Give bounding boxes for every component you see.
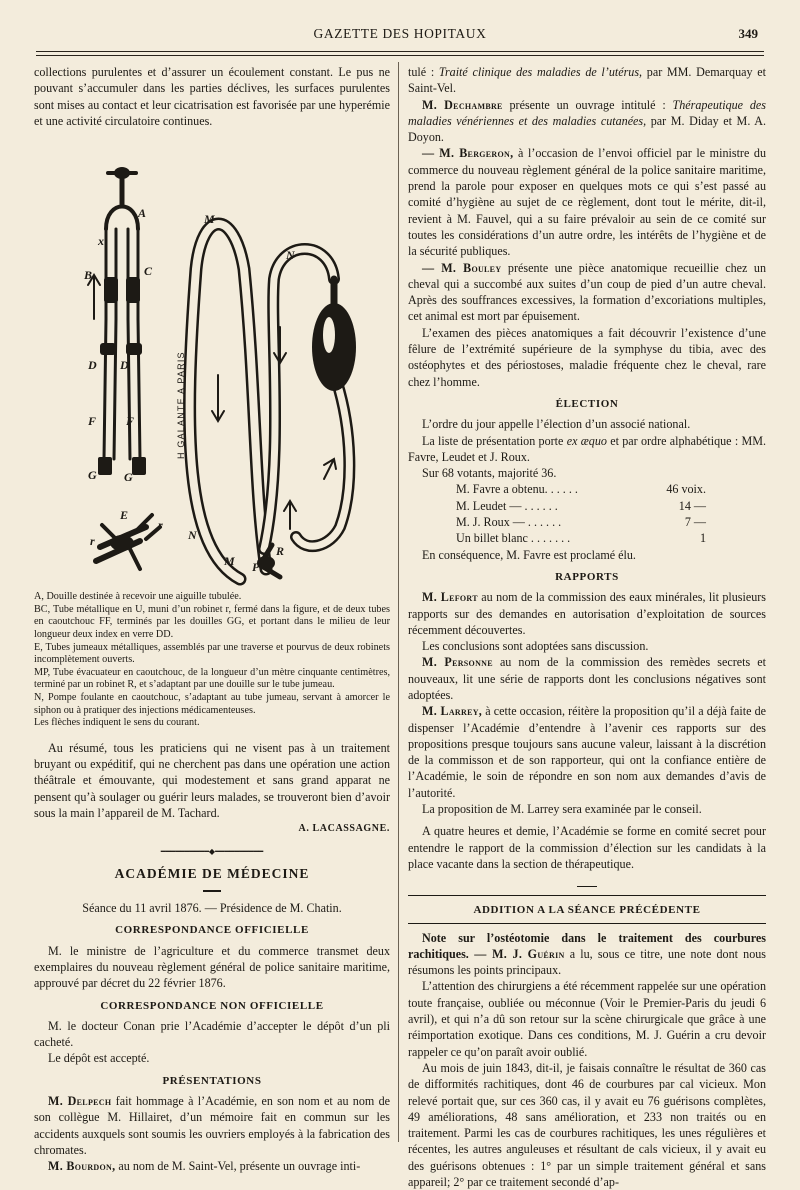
presentations-heading: PRÉSENTATIONS — [162, 1074, 262, 1087]
label-f-right: F — [126, 414, 135, 429]
dechambre-tail: par M. Diday et M. A. Doyon. — [408, 113, 767, 145]
vote-row — [408, 514, 766, 530]
page-header — [36, 24, 764, 46]
personne-paragraph — [408, 654, 766, 703]
journal-title: GAZETTE DES HOPITAUX — [313, 26, 487, 41]
vote-count: 1 — [699, 531, 706, 546]
election-agenda: L’ordre du jour appelle l’élection d’un associé national. — [422, 417, 691, 432]
bourdon-name: M. Bourdon, — [48, 1159, 116, 1174]
session-line: Séance du 11 avril 1876. — Présidence de M. Chatin. — [82, 901, 342, 916]
deposit-accepted: Le dépôt est accepté. — [48, 1051, 150, 1066]
dechambre-lead: présente un ouvrage intitulé : — [502, 97, 673, 112]
legend-arrows: Les flèches indiquent le sens du courant. — [34, 717, 200, 729]
larrey-text: à cette occasion, réitère la proposition qu’il a déjà faite de dispenser l’Académie d’entendre à l’avenir ces rapports sur des propositions presque toujours sans aucune valeur, laissant à la discrétion de la commisson et de son rapporteur, qui ont la confiance entière de l’Académie, le soin de répondre en son nom aux demandes d’avis de l’autorité. — [408, 704, 767, 800]
bouley-text: présente une pièce anatomique recueillie chez un cheval qui a succombé aux suites d’un coup de pied d’un autre cheval. Après des souffrances excessives, la formation d’excoriations multiples, cet animal est mort par épuisement. — [408, 260, 766, 324]
vote-row — [408, 530, 766, 546]
votants-line: Sur 68 votants, majorité 36. — [422, 466, 557, 481]
uterus-book-title: Traité clinique des maladies de l’utérus, — [438, 65, 643, 79]
bouley-name: — M. Bouley — [422, 260, 502, 275]
bergeron-text: à l’occasion de l’envoi officiel par le ministre du commerce du nouveau règlement général de la police sanitaire maritime, prend la parole pour exposer en quelques mots ce qui s’est passé au comité d’hygiène au sujet de ce règlement, dont tout le mérite, dit-il, revient à M. Fauvel, qui a su faire prévaloir au sein de ce comité sur toutes les considérations d’un autre ordre, les intérêts de l’hygiène et de la sécurité publiques. — [408, 146, 766, 259]
header-rule-top — [36, 51, 764, 52]
maker-stamp: H GALANTE A PARIS — [176, 351, 186, 460]
vote-row — [408, 498, 766, 514]
label-p: P — [252, 560, 260, 575]
delpech-name: M. Delpech — [48, 1094, 112, 1109]
guerin-name: — M. J. Guérin — [468, 946, 565, 961]
legend-n: N, Pompe foulante en caoutchouc, s’adaptant au tube jumeau, servant à amorcer le siphon ou à pratiquer des injections médicamenteuses. — [34, 691, 390, 716]
vote-count: 46 voix. — [666, 482, 706, 497]
vote-results — [408, 481, 766, 546]
vote-count: 14 — — [678, 498, 706, 513]
full-rule-2 — [408, 923, 766, 924]
label-g-right: G — [124, 470, 133, 485]
lefort-paragraph — [408, 589, 766, 638]
saint-vel-paragraph — [408, 64, 766, 97]
bourdon-paragraph — [34, 1158, 390, 1174]
unofficial-correspondence-heading: CORRESPONDANCE NON OFFICIELLE — [100, 999, 324, 1012]
label-g-left: G — [88, 468, 97, 483]
label-m-top: M — [204, 212, 215, 227]
pump-bulb — [312, 303, 356, 391]
bergeron-paragraph — [408, 145, 766, 259]
reports-heading: RAPPORTS — [555, 570, 619, 583]
p1-tail: par MM. Demarquay et Saint-Vel. — [408, 65, 766, 96]
election-list — [408, 433, 766, 466]
vote-count: 7 — — [684, 515, 706, 530]
label-r-left: r — [90, 534, 95, 549]
label-b: B — [84, 268, 93, 283]
larrey-proposal-note: La proposition de M. Larrey sera examinée par le conseil. — [422, 802, 702, 817]
short-rule — [577, 886, 597, 887]
conclusion-paragraph: Au résumé, tous les praticiens qui ne visent pas à un traitement bruyant ou expéditif, qui ne cherchent pas dans une opération une action théâtrale et émouvante, qui modestement et sans grand apparat ne pensent qu’à soulager ou guérir leurs malades, se trouveront bien d’avoir sous la main l’appareil de M. Tachard. — [34, 740, 390, 820]
label-d-right: D — [120, 358, 129, 373]
note-intro-text: a lu, sous ce titre, une note dont nous résumons les points principaux. — [408, 946, 766, 978]
bourdon-text: au nom de M. Saint-Vel, présente un ouvrage inti- — [115, 1159, 361, 1174]
header-rule-bottom — [36, 55, 764, 56]
larrey-name: M. Larrey, — [422, 704, 483, 719]
label-x: x — [98, 234, 104, 249]
attention-paragraph: L’attention des chirurgiens a été récemment rappelée sur une opération toute française, oubliée ou méconnue (Voir le Premier-Paris du jeudi 6 avril), et qui n’a dû son retour sur la scène chirurgicale que grâce à une réimportation exotique. Dans ces conditions, M. J. Guérin a cru devoir rappeler ce qu’on paraît avoir oublié. — [408, 979, 766, 1059]
legend-mp: MP, Tube évacuateur en caoutchouc, de la longueur d’un mètre cinquante centimètres, terminé par un robinet R, et s’adaptant par une douille sur le tube jumeau. — [34, 666, 390, 691]
lefort-text: au nom de la commission des eaux minérales, lit plusieurs rapports sur des demandes en autorisation d’exploitation de sources récemment découvertes. — [408, 590, 766, 637]
label-m-bottom: M — [224, 554, 235, 569]
dechambre-paragraph — [408, 97, 766, 146]
author-signature: A. LACASSAGNE. — [298, 823, 390, 835]
vote-name: Un billet blanc . . . . . . . — [456, 531, 571, 546]
personne-text: au nom de la commission des remèdes secrets et nouveaux, lit une série de rapports dont les conclusions négatives sont adoptées. — [408, 655, 766, 702]
election-result: En conséquence, M. Favre est proclamé élu. — [422, 547, 636, 562]
election-list-tail: et par ordre alphabétique : MM. Favre, Leudet et J. Roux. — [408, 433, 766, 464]
right-column — [408, 64, 766, 1190]
label-f-left: F — [88, 414, 97, 429]
bergeron-name: — M. Bergeron, — [422, 146, 514, 161]
figure-legend — [34, 591, 390, 730]
larrey-paragraph — [408, 703, 766, 801]
election-heading: ÉLECTION — [555, 397, 619, 410]
siphon-apparatus-figure — [34, 129, 390, 591]
page-number: 349 — [738, 26, 758, 41]
june-1843-paragraph: Au mois de juin 1843, dit-il, je faisais connaître le résultat de 360 cas de difformités rachitiques, dont 46 de courbures par cal vicieux. Mon relevé portait que, sur ces 360 cas, il y avait eu 76 guérisons complètes, 49 améliorations, 48 sans amélioration, et 233 non traités ou en traitement. Parmi les cas de courbures rachitiques, les unes régulières et récentes, les autres anguleuses et résultant de cals vicieux, il y avait eu des guérisons obtenues : 1° par un simple traitement général et sans appareil; 2° par ce traitement secondé d’ap- — [408, 1060, 766, 1189]
label-a: A — [138, 206, 147, 221]
heading-rule — [203, 890, 221, 892]
election-list-lead: La liste de présentation porte — [422, 433, 567, 448]
p1-lead: tulé : — [408, 65, 439, 79]
unofficial-correspondence-text: M. le docteur Conan prie l’Académie d’accepter le dépôt d’un pli cacheté. — [34, 1018, 390, 1050]
label-r-right: r — [158, 518, 163, 533]
dechambre-name: M. Dechambre — [422, 97, 503, 112]
left-column — [34, 64, 390, 1175]
column-divider — [398, 62, 399, 1142]
conclusions-adopted: Les conclusions sont adoptées sans discussion. — [422, 639, 649, 654]
academy-heading: ACADÉMIE DE MÉDECINE — [114, 865, 310, 881]
examination-paragraph: L’examen des pièces anatomiques a fait découvrir l’existence d’une fêlure de l’extrémité supérieure de la symphyse du tibia, avec des ostéophytes et des périostoses, maladie fréquente chez le cheval, rare chez l’homme. — [408, 325, 766, 389]
label-r-tap: R — [276, 544, 285, 559]
personne-name: M. Personne — [422, 655, 493, 670]
legend-bc: BC, Tube métallique en U, muni d’un robinet r, fermé dans la figure, et de deux tubes en caoutchouc FF, terminés par les douilles GG, et portant dans le milieu de leur longueur deux index en verre DD. — [34, 603, 390, 640]
ex-aequo: ex æquo — [566, 433, 607, 448]
intro-paragraph: collections purulentes et d’assurer un écoulement constant. Le pus ne pouvant s’accumuler dans les parties déclives, les surfaces purulentes sont mises au contact et leur cicatrisation est favorisée par une hyperémie et une activité circulatoire continues. — [34, 65, 390, 128]
addition-heading: ADDITION A LA SÉANCE PRÉCÉDENTE — [473, 904, 701, 917]
vote-row — [408, 481, 766, 497]
label-d-left: D — [88, 358, 97, 373]
label-n-bottom: N — [188, 528, 197, 543]
secret-committee-paragraph: A quatre heures et demie, l’Académie se forme en comité secret pour entendre le rapport de la commission d’élection sur les candidats à la place vacante dans la section de thérapeutique. — [408, 824, 766, 871]
lefort-name: M. Lefort — [422, 590, 478, 605]
delpech-paragraph — [34, 1093, 390, 1158]
osteotomy-note-paragraph — [408, 930, 766, 979]
legend-a: A, Douille destinée à recevoir une aiguille tubulée. — [34, 591, 242, 603]
vote-name: M. J. Roux — . . . . . . — [456, 515, 562, 530]
label-n-top: N — [286, 248, 295, 263]
vote-name: M. Favre a obtenu. . . . . . — [456, 482, 578, 497]
vote-name: M. Leudet — . . . . . . — [456, 498, 558, 513]
osteotomy-note-title: Note sur l’ostéotomie dans le traitement des courbures rachitiques. — [408, 930, 766, 961]
bouley-paragraph — [408, 260, 766, 325]
official-correspondence-heading: CORRESPONDANCE OFFICIELLE — [115, 924, 309, 937]
legend-e: E, Tubes jumeaux métalliques, assemblés par une traverse et pourvus de deux robinets incomplètement ouverts. — [34, 641, 390, 666]
label-c: C — [144, 264, 153, 279]
label-e: E — [120, 508, 129, 523]
therapeutique-title: Thérapeutique des maladies vénériennes et des maladies cutanées, — [408, 97, 766, 128]
official-correspondence-text: M. le ministre de l’agriculture et du commerce transmet deux exemplaires du nouveau règlement général de police sanitaire maritime, approuvé par décret du 22 février 1876. — [34, 943, 390, 991]
full-rule — [408, 895, 766, 896]
section-ornament: ━━━━━━━━━━◆━━━━━━━━━━ — [160, 846, 264, 856]
delpech-text: fait hommage à l’Académie, en son nom et au nom de son collègue M. Hillairet, d’un mémoire fait en commun sur les accidents auxquels sont soumis les ouvriers employés à la fabrication des chromates. — [34, 1094, 391, 1157]
